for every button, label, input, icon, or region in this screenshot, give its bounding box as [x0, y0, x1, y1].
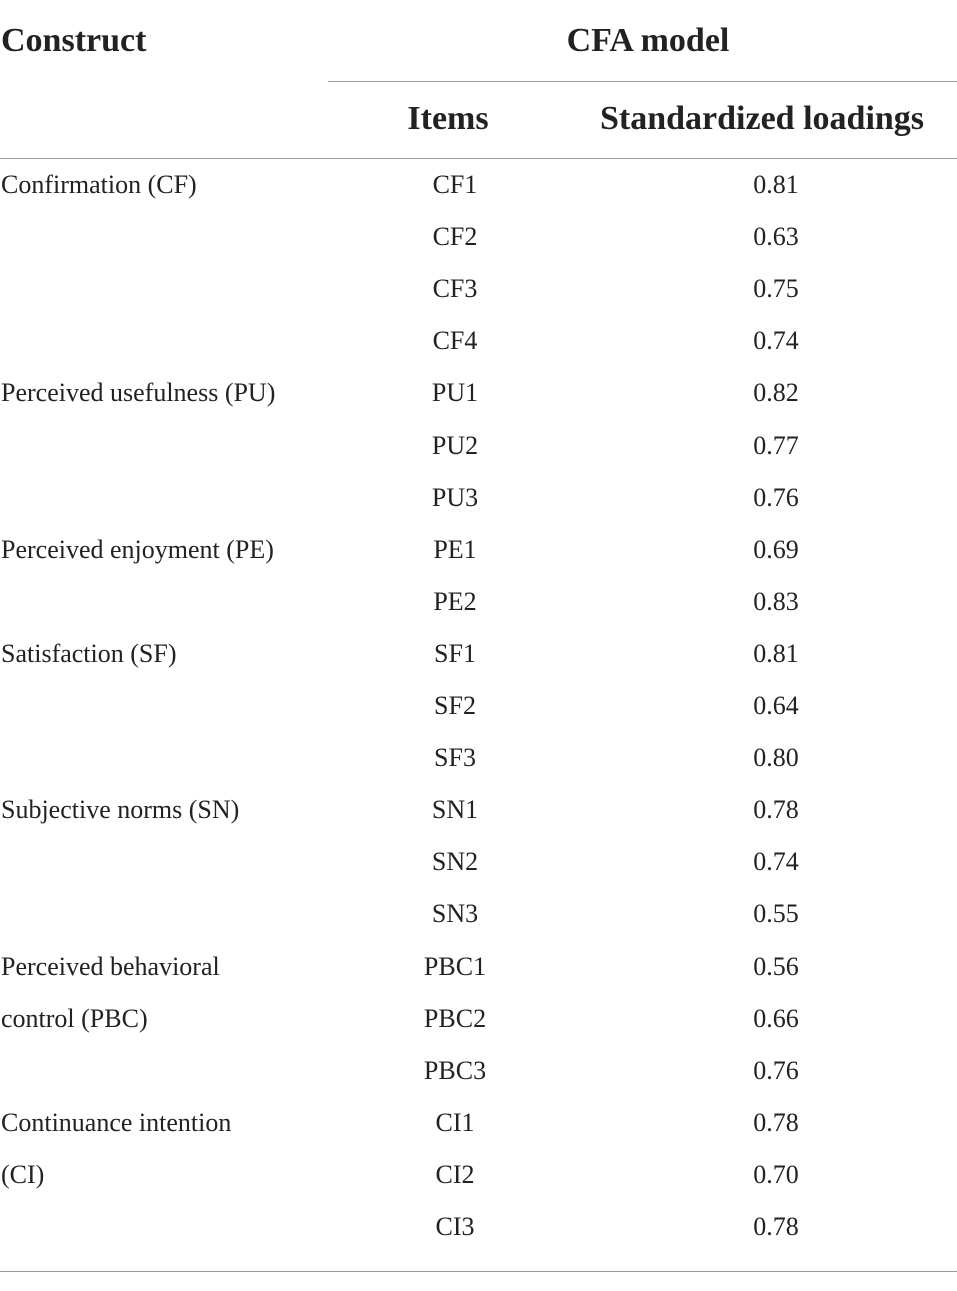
loading-cell: 0.70: [753, 1159, 799, 1189]
construct-cell: Satisfaction (SF): [1, 638, 177, 668]
table-row: [0, 1097, 957, 1149]
construct-cell: (CI): [1, 1159, 45, 1189]
loading-cell: 0.76: [753, 1055, 799, 1085]
items-header: Items: [407, 100, 489, 137]
item-cell: CF3: [432, 274, 478, 304]
table-row: [0, 1201, 957, 1253]
loading-cell: 0.64: [753, 691, 799, 720]
loading-cell: 0.81: [753, 638, 799, 668]
table-row: [0, 732, 957, 784]
loading-cell: 0.55: [753, 899, 799, 929]
table-row: [0, 628, 957, 680]
loading-cell: 0.76: [753, 482, 799, 512]
table-row: [0, 524, 957, 576]
item-cell: CI3: [435, 1212, 475, 1241]
bottom-rule: [0, 1271, 957, 1272]
construct-cell: Continuance intention: [1, 1107, 232, 1137]
loading-cell: 0.83: [753, 586, 799, 616]
cfa-model-header: CFA model: [566, 22, 730, 59]
table-row: [0, 576, 957, 628]
loading-cell: 0.78: [753, 1212, 799, 1241]
item-cell: PE2: [433, 586, 477, 616]
construct-cell: Confirmation (CF): [1, 170, 197, 199]
table-row: [0, 784, 957, 836]
item-cell: SF3: [434, 743, 476, 773]
item-cell: PU3: [431, 482, 479, 512]
item-cell: SN3: [431, 899, 479, 929]
item-cell: SF1: [434, 638, 476, 668]
loading-cell: 0.66: [753, 1003, 799, 1033]
loading-cell: 0.63: [753, 222, 799, 252]
table-row: [0, 888, 957, 940]
construct-cell: Perceived usefulness (PU): [1, 378, 276, 408]
table-row: [0, 159, 957, 211]
item-cell: SF2: [434, 691, 476, 720]
loadings-header: Standardized loadings: [600, 100, 925, 137]
item-cell: SN2: [431, 847, 479, 877]
loading-cell: 0.78: [753, 1107, 799, 1137]
loading-cell: 0.75: [753, 274, 799, 304]
loading-cell: 0.80: [753, 743, 799, 773]
item-cell: PE1: [433, 534, 477, 564]
loading-cell: 0.82: [753, 378, 799, 408]
item-cell: PU1: [431, 378, 479, 408]
construct-cell: control (PBC): [1, 1003, 148, 1033]
table-row: [0, 993, 957, 1045]
table-row: [0, 1149, 957, 1201]
loading-cell: 0.69: [753, 534, 799, 564]
table-row: [0, 680, 957, 732]
item-cell: CI2: [435, 1159, 475, 1189]
table-row: [0, 211, 957, 263]
table-row: [0, 367, 957, 419]
construct-header: Construct: [1, 22, 147, 59]
item-cell: CF1: [432, 170, 478, 199]
item-cell: CI1: [435, 1107, 475, 1137]
item-cell: PBC3: [423, 1055, 487, 1085]
table-row: [0, 420, 957, 472]
construct-cell: Subjective norms (SN): [1, 795, 240, 825]
loading-cell: 0.74: [753, 326, 799, 356]
construct-cell: Perceived behavioral: [1, 951, 220, 981]
loading-cell: 0.81: [753, 170, 799, 199]
table-row: [0, 472, 957, 524]
item-cell: PU2: [431, 430, 479, 460]
item-cell: CF2: [432, 222, 478, 252]
item-cell: PBC2: [423, 1003, 487, 1033]
table-row: [0, 315, 957, 367]
table-row: [0, 836, 957, 888]
item-cell: CF4: [432, 326, 478, 356]
loading-cell: 0.77: [753, 430, 799, 460]
loading-cell: 0.78: [753, 795, 799, 825]
item-cell: SN1: [431, 795, 479, 825]
loading-cell: 0.56: [753, 951, 799, 981]
construct-cell: Perceived enjoyment (PE): [1, 534, 274, 564]
table-row: [0, 941, 957, 993]
loading-cell: 0.74: [753, 847, 799, 877]
table-row: [0, 263, 957, 315]
item-cell: PBC1: [423, 951, 487, 981]
group-header-rule: [328, 81, 957, 82]
table-row: [0, 1045, 957, 1097]
